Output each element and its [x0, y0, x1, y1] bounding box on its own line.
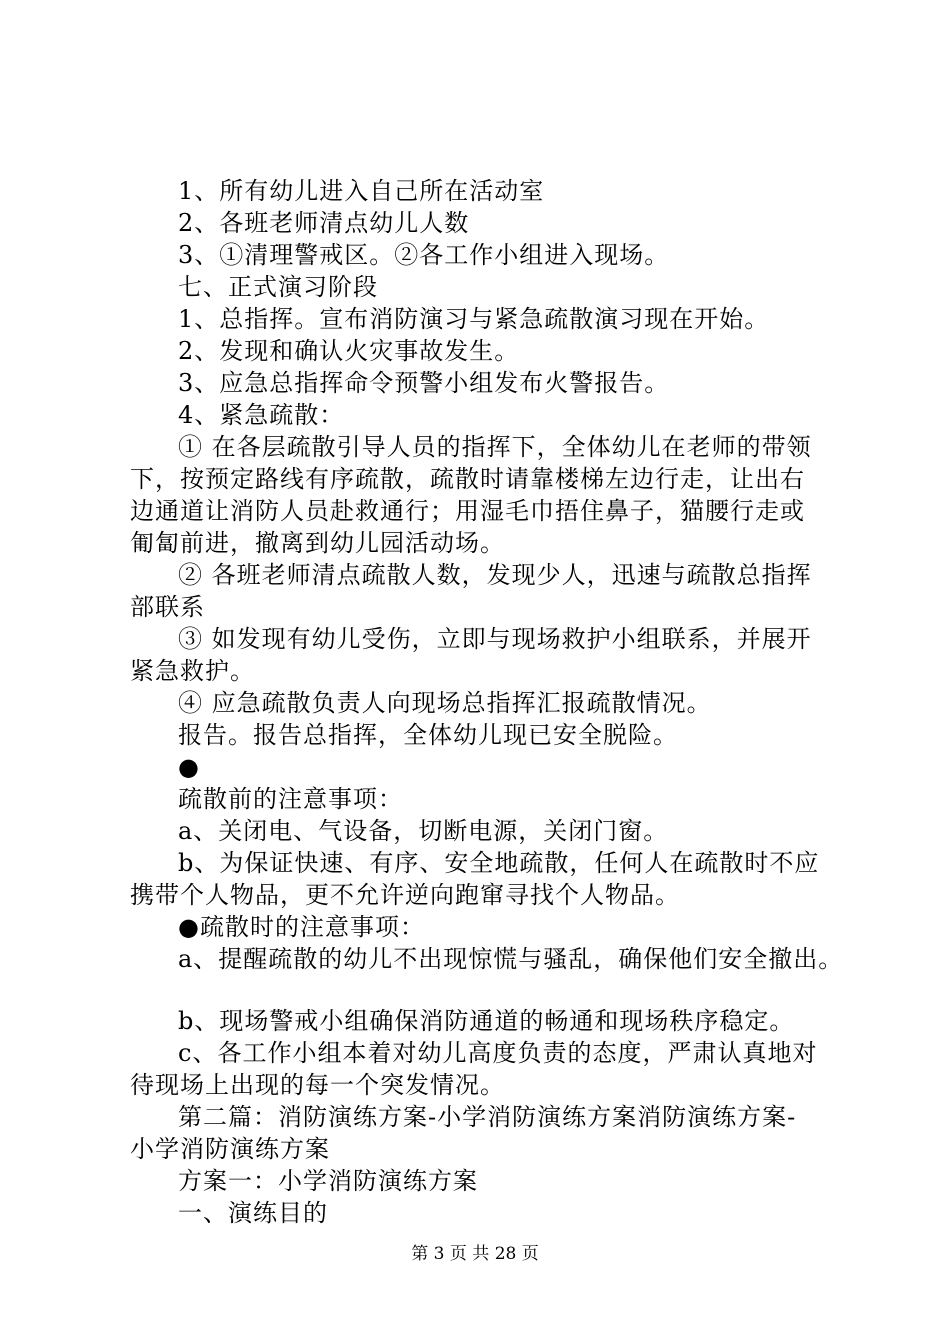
text-line: ① 在各层疏散引导人员的指挥下，全体幼儿在老师的带领	[178, 433, 812, 461]
text-line: 1、总指挥。宣布消防演习与紧急疏散演习现在开始。	[178, 305, 770, 333]
text-line: 3、应急总指挥命令预警小组发布火警报告。	[178, 369, 670, 397]
text-line: 1、所有幼儿进入自己所在活动室	[178, 177, 545, 205]
subheading: ●疏散时的注意事项：	[178, 913, 425, 941]
text-line: b、为保证快速、有序、安全地疏散，任何人在疏散时不应	[178, 849, 820, 877]
subheading: 疏散前的注意事项：	[178, 785, 403, 813]
text-line: 3、①清理警戒区。②各工作小组进入现场。	[178, 241, 670, 269]
text-line: 待现场上出现的每一个突发情况。	[130, 1071, 505, 1099]
text-line: 紧急救护。	[130, 657, 255, 685]
subheading: 方案一：小学消防演练方案	[178, 1167, 478, 1195]
section-heading: 七、正式演习阶段	[178, 273, 378, 301]
text-line: 边通道让消防人员赴救通行；用湿毛巾捂住鼻子，猫腰行走或	[130, 497, 805, 525]
text-line: 匍匐前进，撤离到幼儿园活动场。	[130, 529, 505, 557]
text-line: ③ 如发现有幼儿受伤，立即与现场救护小组联系，并展开	[178, 625, 812, 653]
text-line: 部联系	[130, 593, 205, 621]
text-line: a、关闭电、气设备，切断电源，关闭门窗。	[178, 817, 669, 845]
text-line: ④ 应急疏散负责人向现场总指挥汇报疏散情况。	[178, 689, 712, 717]
document-body	[130, 175, 850, 1229]
text-line: 报告。报告总指挥，全体幼儿现已安全脱险。	[178, 721, 678, 749]
chapter-heading: 小学消防演练方案	[130, 1135, 330, 1163]
text-line: c、各工作小组本着对幼儿高度负责的态度，严肃认真地对	[178, 1039, 818, 1067]
text-line: 2、各班老师清点幼儿人数	[178, 209, 470, 237]
section-heading: 一、演练目的	[178, 1199, 328, 1227]
text-line: a、提醒疏散的幼儿不出现惊慌与骚乱，确保他们安全撤出。	[178, 945, 844, 973]
text-line: ② 各班老师清点疏散人数，发现少人，迅速与疏散总指挥	[178, 561, 812, 589]
text-line: 4、紧急疏散：	[178, 401, 345, 429]
text-line: b、现场警戒小组确保消防通道的畅通和现场秩序稳定。	[178, 1007, 795, 1035]
chapter-heading: 第二篇：消防演练方案-小学消防演练方案消防演练方案-	[178, 1103, 797, 1131]
text-line: 2、发现和确认火灾事故发生。	[178, 337, 520, 365]
blank-line	[130, 975, 850, 1005]
text-line: 下，按预定路线有序疏散，疏散时请靠楼梯左边行走，让出右	[130, 465, 805, 493]
text-line: 携带个人物品，更不允许逆向跑窜寻找个人物品。	[130, 881, 680, 909]
page-number: 第 3 页 共 28 页	[411, 1244, 539, 1264]
bullet-mark: ●	[178, 753, 200, 781]
